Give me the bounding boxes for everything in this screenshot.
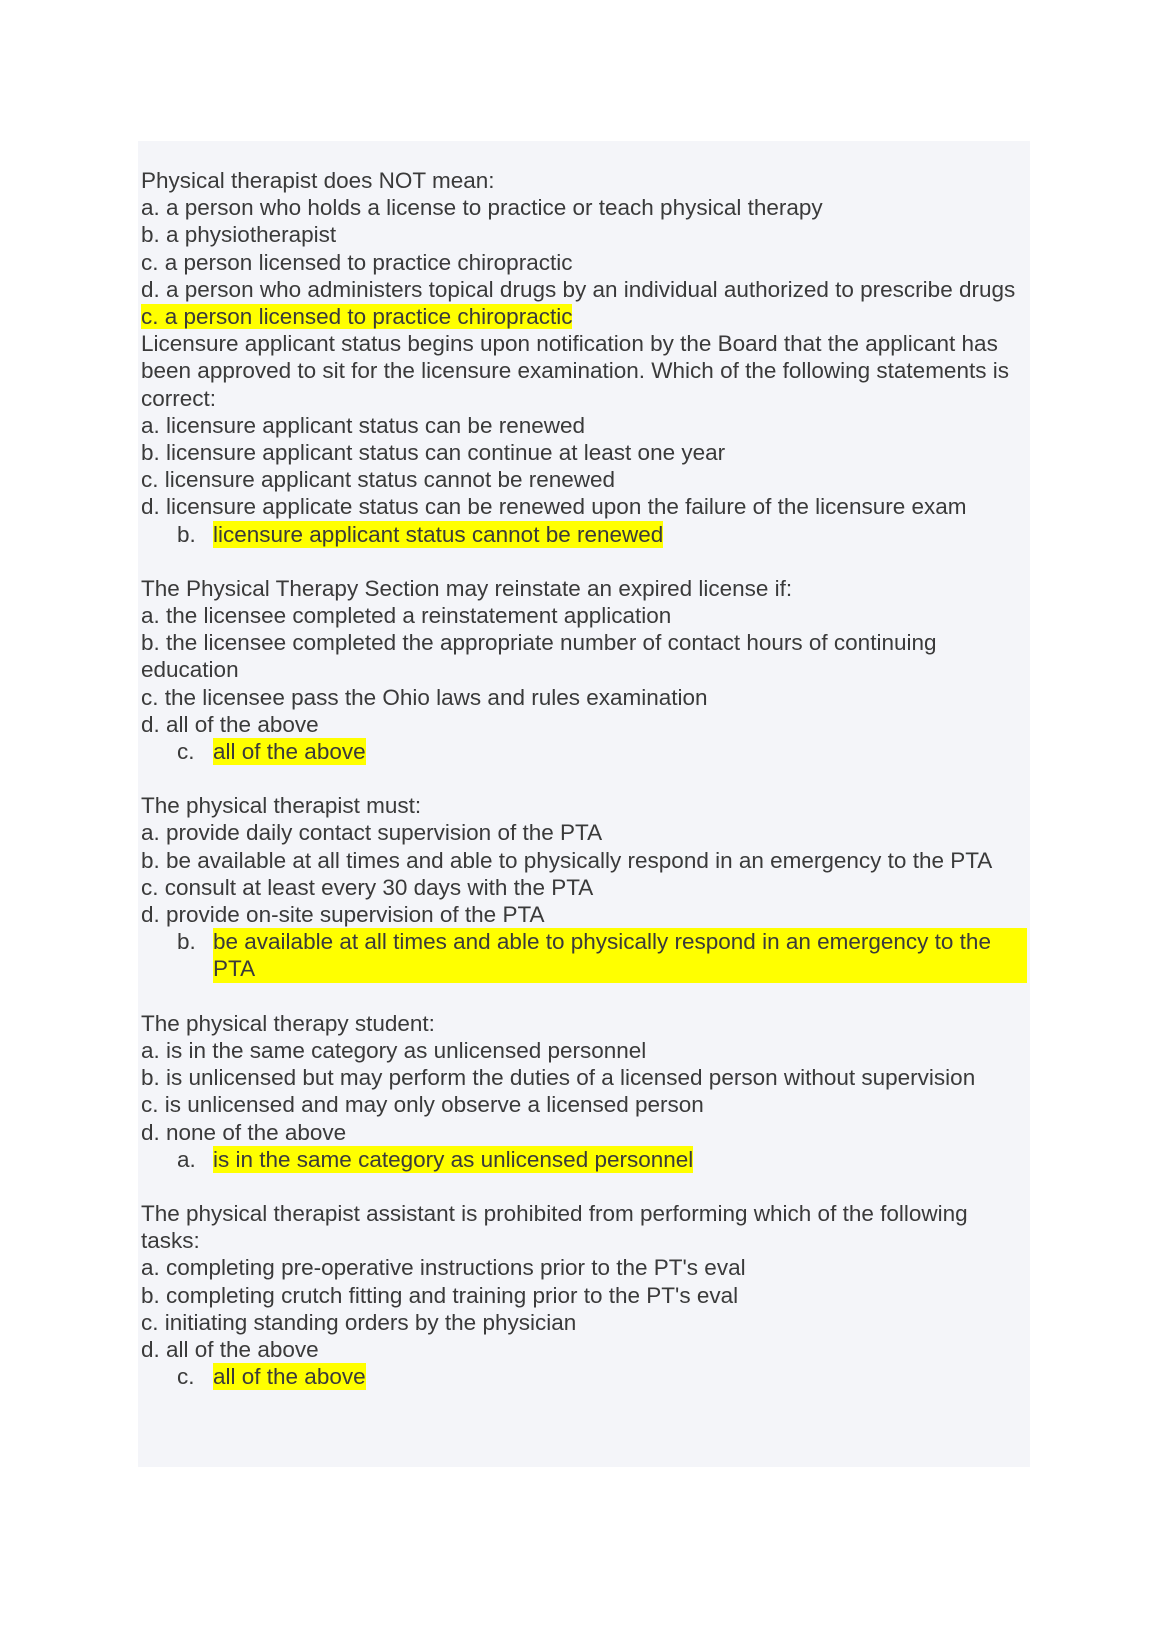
spacer bbox=[141, 983, 1027, 1010]
option-c: c. initiating standing orders by the physician bbox=[141, 1309, 577, 1335]
spacer bbox=[141, 765, 1027, 792]
option-b: b. a physiotherapist bbox=[141, 222, 337, 248]
option-b: b. is unlicensed but may perform the duties of a licensed person without supervision bbox=[141, 1065, 976, 1091]
answer-line bbox=[141, 928, 1027, 982]
option-a: a. is in the same category as unlicensed personnel bbox=[141, 1037, 647, 1063]
document-content bbox=[141, 167, 1027, 1390]
question-prompt: Physical therapist does NOT mean: bbox=[141, 168, 495, 193]
option-a: a. a person who holds a license to practice or teach physical therapy bbox=[141, 195, 823, 221]
highlighted-answer: all of the above bbox=[213, 1364, 366, 1390]
highlighted-answer: c. a person licensed to practice chiropractic bbox=[141, 304, 573, 330]
answer-line bbox=[141, 521, 1027, 548]
option-c: c. the licensee pass the Ohio laws and rules examination bbox=[141, 684, 708, 710]
option-b: b. licensure applicant status can continue at least one year bbox=[141, 440, 726, 466]
answer-line bbox=[141, 1363, 1027, 1390]
spacer bbox=[141, 1173, 1027, 1200]
question-block bbox=[141, 792, 1027, 982]
option-c: c. a person licensed to practice chiropractic bbox=[141, 249, 573, 275]
highlighted-answer: be available at all times and able to physically respond in an emergency to the PTA bbox=[213, 928, 1027, 982]
question-block bbox=[141, 575, 1027, 765]
option-a: a. completing pre-operative instructions prior to the PT's eval bbox=[141, 1255, 746, 1281]
option-b: b. be available at all times and able to physically respond in an emergency to the PTA bbox=[141, 847, 993, 873]
spacer bbox=[141, 548, 1027, 575]
answer-line bbox=[141, 1146, 1027, 1173]
option-d: d. licensure applicate status can be renewed upon the failure of the licensure exam bbox=[141, 494, 967, 520]
highlighted-answer: licensure applicant status cannot be renewed bbox=[213, 521, 664, 547]
highlighted-answer: all of the above bbox=[213, 739, 366, 765]
question-block bbox=[141, 330, 1027, 548]
option-b: b. the licensee completed the appropriate number of contact hours of continuing education bbox=[141, 630, 943, 683]
answer-letter: c. bbox=[177, 1364, 195, 1390]
answer-letter: c. bbox=[177, 739, 195, 765]
option-a: a. provide daily contact supervision of the PTA bbox=[141, 820, 603, 846]
option-c: c. is unlicensed and may only observe a licensed person bbox=[141, 1092, 704, 1118]
option-d: d. provide on-site supervision of the PTA bbox=[141, 902, 545, 928]
option-a: a. licensure applicant status can be renewed bbox=[141, 412, 586, 438]
question-block bbox=[141, 1010, 1027, 1173]
answer-line bbox=[141, 738, 1027, 765]
question-prompt: The physical therapy student: bbox=[141, 1010, 435, 1036]
answer-letter: b. bbox=[177, 521, 196, 547]
question-prompt: The Physical Therapy Section may reinstate an expired license if: bbox=[141, 575, 793, 601]
question-prompt: The physical therapist must: bbox=[141, 793, 422, 819]
answer-letter: a. bbox=[177, 1146, 196, 1172]
option-a: a. the licensee completed a reinstatement application bbox=[141, 603, 672, 629]
question-prompt: Licensure applicant status begins upon notification by the Board that the applicant has been approved to sit for the licensure examination. Which of the following statements is correct: bbox=[141, 331, 1016, 411]
option-d: d. none of the above bbox=[141, 1119, 347, 1145]
option-d: d. a person who administers topical drugs by an individual authorized to prescribe drugs bbox=[141, 276, 1016, 302]
answer-letter: b. bbox=[177, 929, 196, 955]
option-d: d. all of the above bbox=[141, 1336, 319, 1362]
option-c: c. licensure applicant status cannot be renewed bbox=[141, 467, 616, 493]
question-block bbox=[141, 167, 1027, 330]
option-d: d. all of the above bbox=[141, 711, 319, 737]
option-c: c. consult at least every 30 days with the PTA bbox=[141, 874, 594, 900]
option-b: b. completing crutch fitting and training prior to the PT's eval bbox=[141, 1282, 739, 1308]
highlighted-answer: is in the same category as unlicensed personnel bbox=[213, 1146, 694, 1172]
question-block bbox=[141, 1200, 1027, 1390]
question-prompt: The physical therapist assistant is prohibited from performing which of the following tasks: bbox=[141, 1200, 974, 1254]
